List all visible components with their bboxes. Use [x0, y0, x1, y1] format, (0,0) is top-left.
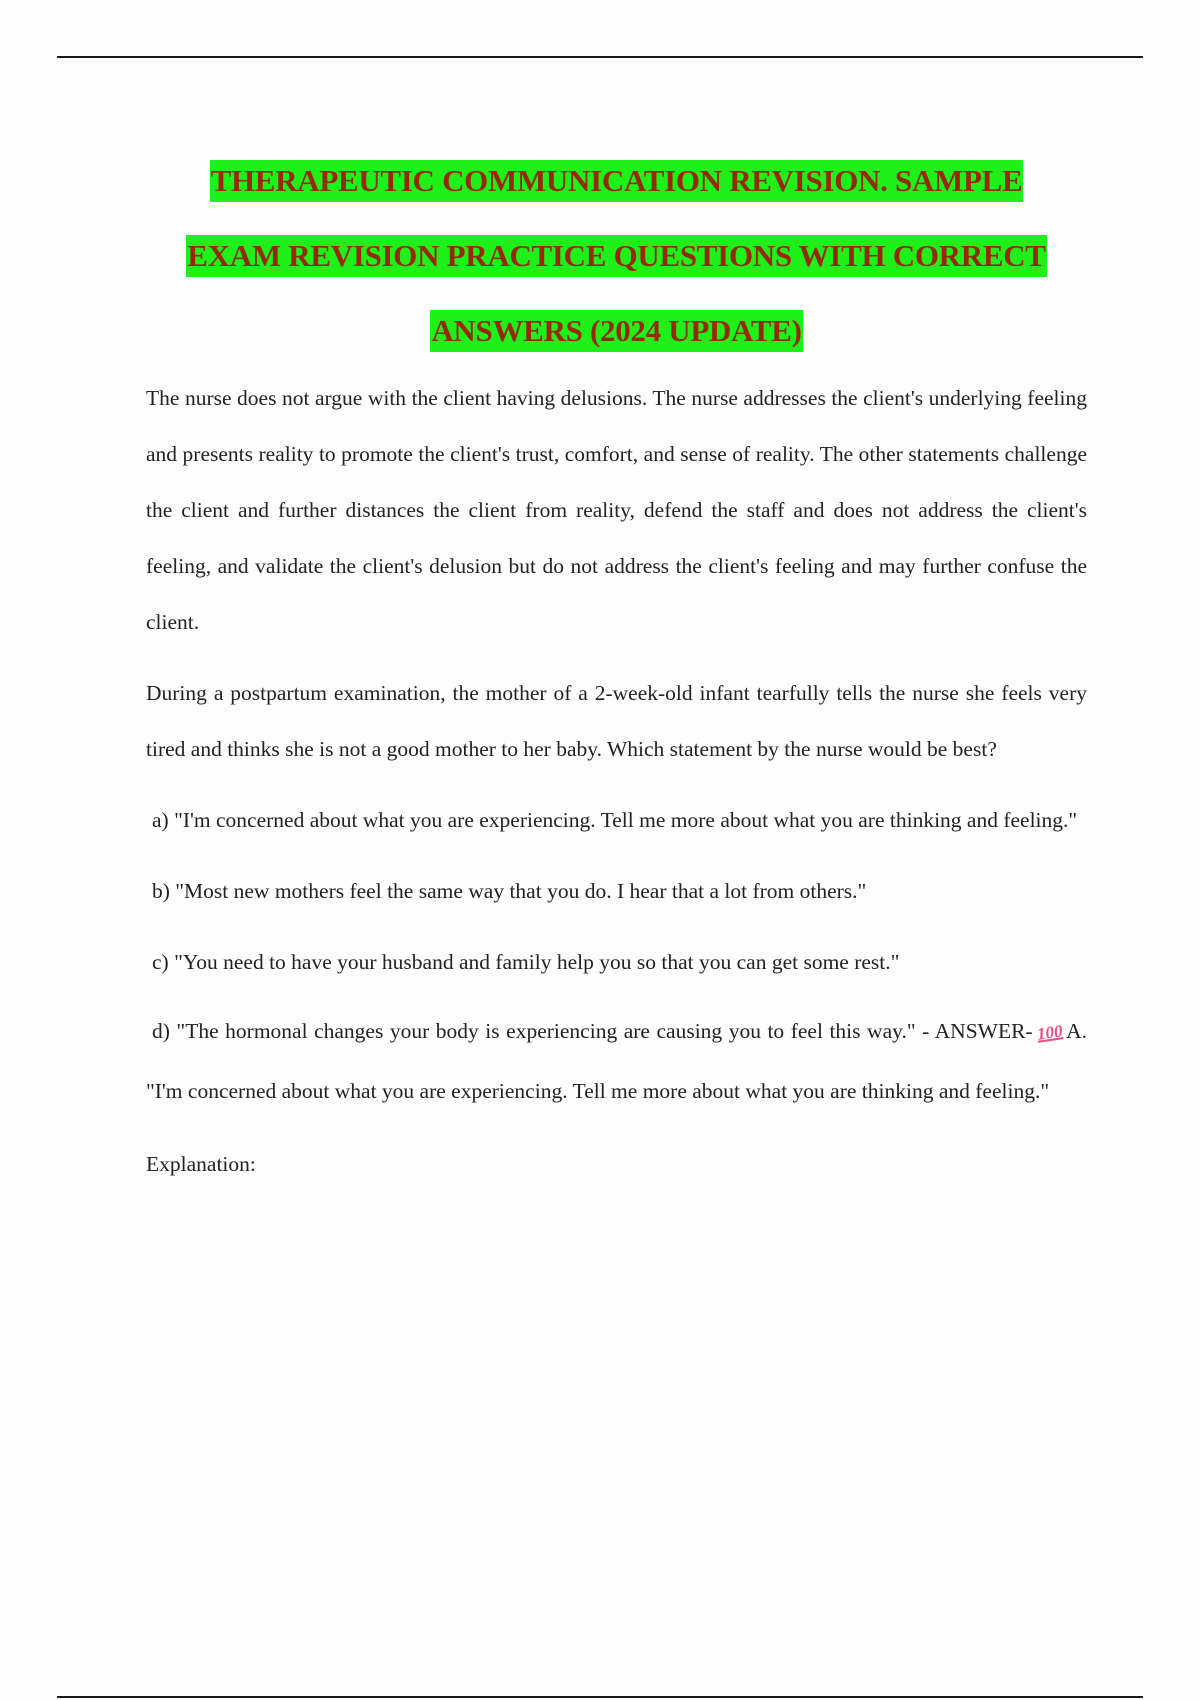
hundred-points-icon: 100 — [1035, 1021, 1064, 1044]
question-stem: During a postpartum examination, the mother of a 2-week-old infant tearfully tells the nurse she feels very tired and thinks she is not a good mother to her baby. Which statement by the nurse would be best? — [146, 681, 1087, 761]
option-d-and-answer — [146, 1001, 1087, 1121]
header-rule — [57, 56, 1143, 58]
option-b-text: b) "Most new mothers feel the same way that you do. I hear that a lot from others." — [152, 879, 867, 903]
title-line-2 — [146, 218, 1087, 293]
option-c — [146, 934, 1087, 990]
option-a-text: a) "I'm concerned about what you are experiencing. Tell me more about what you are thinking and feeling." — [152, 808, 1078, 832]
title-line-2-text: EXAM REVISION PRACTICE QUESTIONS WITH CORRECT — [186, 235, 1046, 277]
answer-prefix: ANSWER- — [934, 1019, 1033, 1043]
answer-text: A. "I'm concerned about what you are experiencing. Tell me more about what you are thinking and feeling." — [146, 1019, 1087, 1103]
option-c-text: c) "You need to have your husband and family help you so that you can get some rest." — [152, 950, 900, 974]
option-a — [146, 792, 1087, 848]
footer-rule — [57, 1696, 1143, 1698]
rationale-paragraph: The nurse does not argue with the client having delusions. The nurse addresses the client's underlying feeling and presents reality to promote the client's trust, comfort, and sense of reality. The other statements challenge the client and further distances the client from reality, defend the staff and does not address the client's feeling, and validate the client's delusion but do not address the client's feeling and may further confuse the client. — [146, 386, 1087, 634]
title-line-3-text: ANSWERS (2024 UPDATE) — [430, 310, 802, 352]
explanation-label: Explanation: — [146, 1152, 256, 1176]
document-body — [146, 370, 1087, 1207]
option-b — [146, 863, 1087, 919]
title-line-3 — [146, 293, 1087, 368]
document-title — [146, 143, 1087, 368]
option-d-text: d) "The hormonal changes your body is experiencing are causing you to feel this way." - — [152, 1019, 930, 1043]
title-line-1 — [146, 143, 1087, 218]
title-line-1-text: THERAPEUTIC COMMUNICATION REVISION. SAMPLE — [210, 160, 1024, 202]
